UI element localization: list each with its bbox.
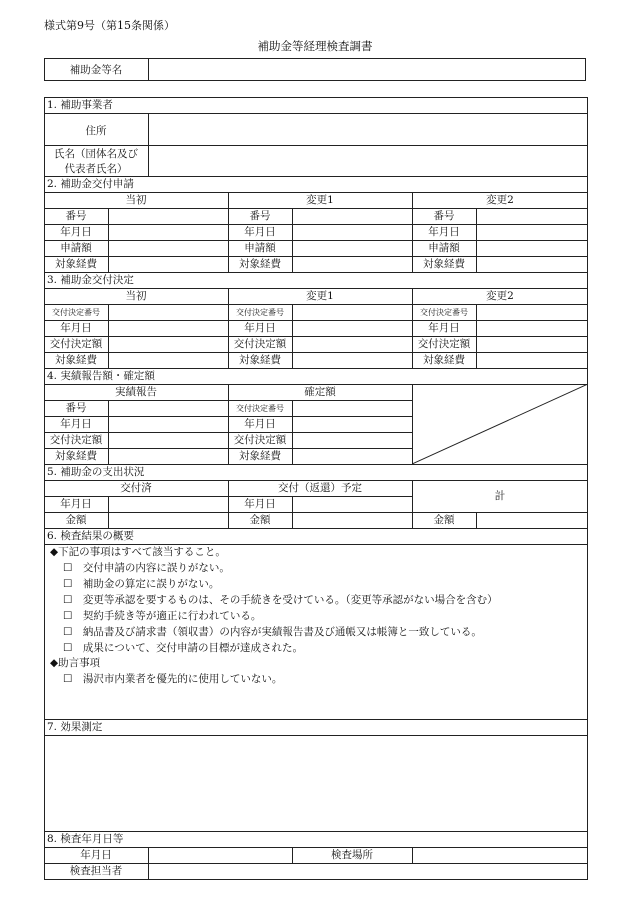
s4-label: 交付決定額: [49, 434, 103, 446]
s4-label: 対象経費: [55, 450, 97, 462]
s3-col-initial: 当初: [125, 290, 147, 302]
advice-check-item[interactable]: ☐ 湯沢市内業者を優先的に使用していない。: [63, 673, 283, 685]
s2-label: 年月日: [428, 226, 460, 238]
section7-heading: 7. 効果測定: [47, 721, 103, 733]
s4-col-confirmed: 確定額: [304, 386, 336, 398]
check-item[interactable]: ☐ 補助金の算定に誤りがない。: [63, 578, 220, 590]
section8-heading: 8. 検査年月日等: [47, 833, 124, 845]
check-item[interactable]: ☐ 変更等承認を要するものは、その手続きを受けている。（変更等承認がない場合を含む）: [63, 594, 498, 606]
s2-label: 対象経費: [423, 258, 465, 270]
s2-label: 対象経費: [239, 258, 281, 270]
s3-label: 交付決定番号: [236, 308, 284, 317]
name-label-line2: 代表者氏名）: [64, 163, 128, 175]
s2-label: 番号: [433, 210, 455, 222]
s2-label: 年月日: [60, 226, 92, 238]
s2-label: 対象経費: [55, 258, 97, 270]
s5-col-total: 計: [494, 490, 506, 502]
s5-date-label: 年月日: [60, 498, 92, 510]
s2-col-initial: 当初: [125, 194, 147, 206]
check-item[interactable]: ☐ 契約手続き等が適正に行われている。: [63, 610, 262, 622]
s3-col-change2: 変更2: [486, 290, 514, 302]
s4-label: 年月日: [60, 418, 92, 430]
address-label: 住所: [85, 125, 107, 137]
section5-heading: 5. 補助金の支出状況: [47, 466, 145, 478]
s3-label: 対象経費: [239, 354, 281, 366]
s4-label: 対象経費: [239, 450, 281, 462]
section6-heading: 6. 検査結果の概要: [47, 530, 134, 542]
page-title: 補助金等経理検査調書: [257, 39, 373, 53]
s2-label: 年月日: [244, 226, 276, 238]
inspection-date-field[interactable]: [149, 848, 292, 863]
address-field[interactable]: [149, 114, 587, 145]
subsidy-name-field[interactable]: [149, 59, 585, 80]
name-field[interactable]: [149, 146, 587, 176]
check-item[interactable]: ☐ 成果について、交付申請の目標が達成された。: [63, 642, 303, 654]
effect-measurement-field[interactable]: [45, 736, 587, 830]
s5-date-label: 年月日: [244, 498, 276, 510]
s8-place-label: 検査場所: [331, 849, 373, 861]
s3-label: 交付決定番号: [52, 308, 100, 317]
s3-col-change1: 変更1: [306, 290, 334, 302]
s2-label: 申請額: [428, 242, 460, 254]
s3-label: 対象経費: [423, 354, 465, 366]
section4-heading: 4. 実績報告額・確定額: [47, 370, 155, 382]
s2-col-change1: 変更1: [306, 194, 334, 206]
s3-label: 交付決定額: [233, 338, 287, 350]
s3-label: 交付決定額: [417, 338, 471, 350]
s5-col-paid: 交付済: [120, 482, 152, 494]
s3-label: 交付決定番号: [420, 308, 468, 317]
s8-date-label: 年月日: [80, 849, 112, 861]
s5-amount-label: 金額: [433, 514, 455, 526]
inspector-field[interactable]: [149, 864, 587, 879]
form-label: 様式第9号（第15条関係）: [44, 19, 175, 32]
s2-label: 番号: [249, 210, 271, 222]
s2-label: 申請額: [60, 242, 92, 254]
s3-label: 交付決定額: [49, 338, 103, 350]
s5-amount-label: 金額: [249, 514, 271, 526]
section3-heading: 3. 補助金交付決定: [47, 274, 134, 286]
s3-label: 年月日: [428, 322, 460, 334]
check-item[interactable]: ☐ 交付申請の内容に誤りがない。: [63, 562, 230, 574]
s2-label: 申請額: [244, 242, 276, 254]
subsidy-name-label: 補助金等名: [69, 64, 123, 76]
s8-inspector-label: 検査担当者: [69, 865, 123, 877]
s4-label: 年月日: [244, 418, 276, 430]
s6-lead: ◆下記の事項はすべて該当すること。: [50, 546, 226, 558]
s4-label: 交付決定額: [233, 434, 287, 446]
s2-label: 番号: [65, 210, 87, 222]
s2-col-change2: 変更2: [486, 194, 514, 206]
s5-col-planned: 交付（返還）予定: [278, 482, 362, 494]
s4-label: 番号: [65, 402, 87, 414]
advice-heading: ◆助言事項: [50, 657, 101, 669]
section1-heading: 1. 補助事業者: [47, 99, 113, 111]
s3-label: 対象経費: [55, 354, 97, 366]
s4-col-report: 実績報告: [115, 386, 157, 398]
check-item[interactable]: ☐ 納品書及び請求書（領収書）の内容が実績報告書及び通帳又は帳簿と一致している。: [63, 626, 482, 638]
s3-label: 年月日: [60, 322, 92, 334]
inspection-place-field[interactable]: [413, 848, 587, 863]
diagonal-strike: [412, 384, 588, 464]
s4-label: 交付決定番号: [236, 404, 284, 413]
name-label-line1: 氏名（団体名及び: [54, 148, 138, 160]
section2-heading: 2. 補助金交付申請: [47, 178, 134, 190]
s3-label: 年月日: [244, 322, 276, 334]
s5-amount-label: 金額: [65, 514, 87, 526]
